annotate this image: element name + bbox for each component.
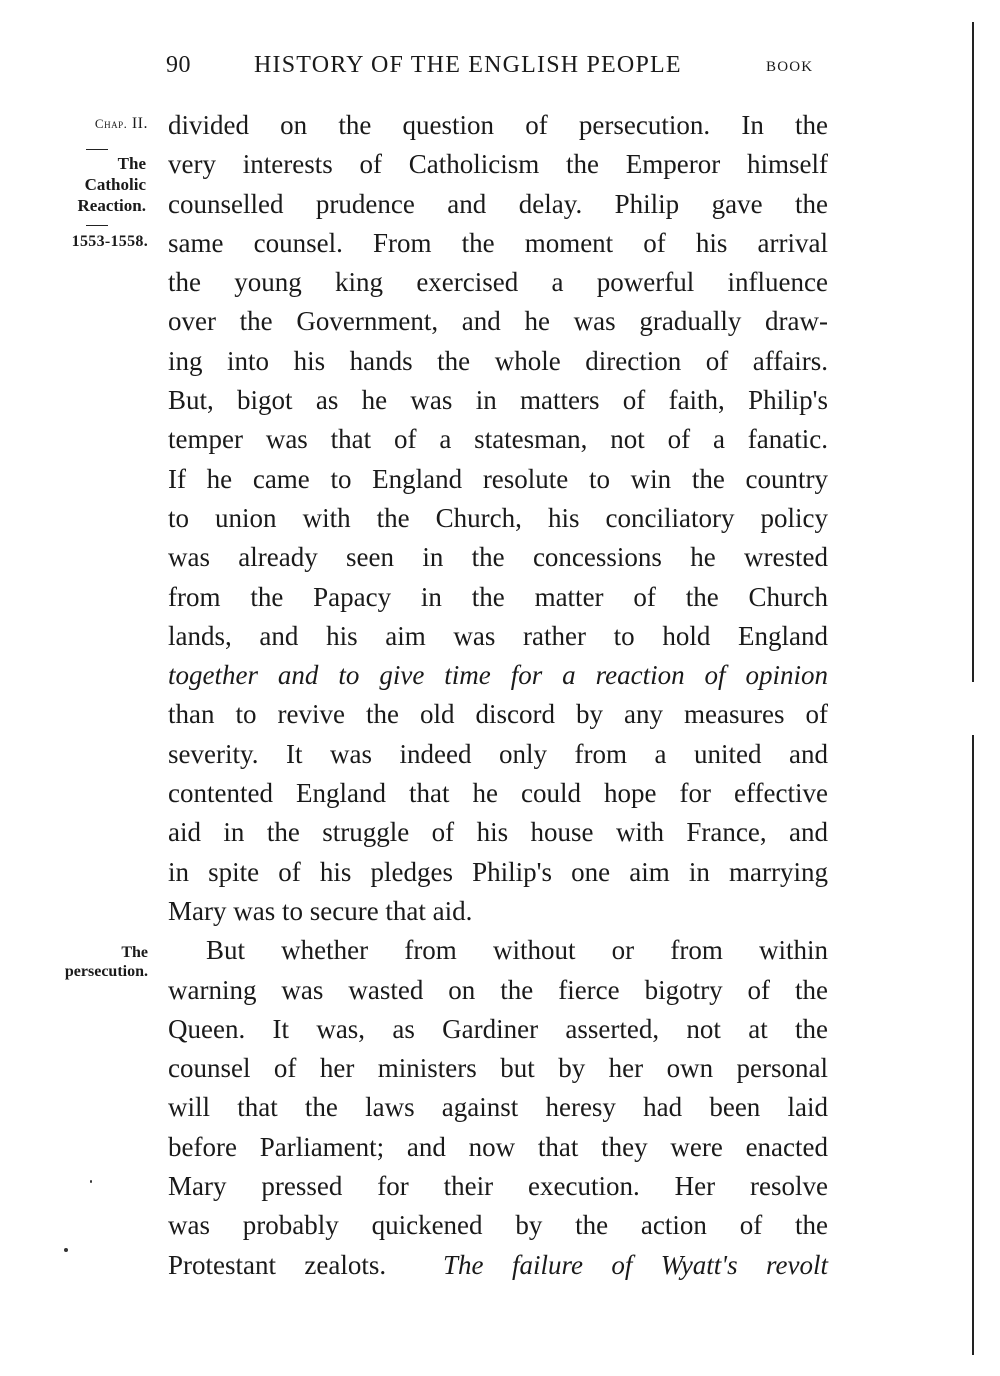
chapter-number: II. xyxy=(131,115,148,132)
margin-topic-line: persecution. xyxy=(64,963,148,980)
text-line: But, bigot as he was in matters of faith, Philip's xyxy=(168,385,828,416)
text-line: before Parliament; and now that they were enacted xyxy=(168,1131,828,1162)
margin-topic-line: Reaction. xyxy=(77,196,146,215)
scan-speck xyxy=(64,1248,68,1252)
text-fragment: Protestant zealots. xyxy=(168,1249,387,1280)
running-head xyxy=(0,50,1000,84)
text-line: ing into his hands the whole direction of affairs. xyxy=(168,345,828,376)
margin-topic-line: Catholic xyxy=(84,175,146,194)
text-line: If he came to England resolute to win the country xyxy=(168,463,828,494)
margin-topic-line: The xyxy=(117,154,146,173)
text-line: counselled prudence and delay. Philip gave the xyxy=(168,188,828,219)
margin-topic-reaction xyxy=(40,153,146,216)
text-line-split xyxy=(168,1246,828,1285)
text-line: together and to give time for a reaction of opinion xyxy=(168,660,828,691)
body-text xyxy=(168,106,828,1285)
text-line: But whether from without or from within xyxy=(206,935,828,966)
text-line: temper was that of a statesman, not of a fanatic. xyxy=(168,424,828,455)
text-line: contented England that he could hope for effective xyxy=(168,778,828,809)
text-line: same counsel. From the moment of his arrival xyxy=(168,227,828,258)
text-line: Mary was to secure that aid. xyxy=(168,895,473,926)
text-line: the young king exercised a powerful influence xyxy=(168,267,828,298)
text-line: over the Government, and he was gradually draw- xyxy=(168,306,828,337)
text-line: Mary pressed for their execution. Her resolve xyxy=(168,1171,828,1202)
chapter-prefix: Chap. xyxy=(94,116,128,131)
text-line: to union with the Church, his conciliatory policy xyxy=(168,502,828,533)
margin-rule-upper xyxy=(86,149,108,150)
text-line: warning was wasted on the fierce bigotry of the xyxy=(168,974,828,1005)
text-line: was probably quickened by the action of the xyxy=(168,1210,828,1241)
text-line: in spite of his pledges Philip's one aim in marrying xyxy=(168,856,828,887)
text-line: Queen. It was, as Gardiner asserted, not at the xyxy=(168,1013,828,1044)
margin-topic-persecution xyxy=(32,943,148,981)
text-line: lands, and his aim was rather to hold England xyxy=(168,620,828,651)
text-line: was already seen in the concessions he wrested xyxy=(168,542,828,573)
text-line: will that the laws against heresy had been laid xyxy=(168,1092,828,1123)
margin-rule-lower xyxy=(86,225,108,226)
text-line: divided on the question of persecution. In the xyxy=(168,110,828,140)
margin-chapter xyxy=(50,115,148,133)
text-line: than to revive the old discord by any measures of xyxy=(168,699,828,730)
book-label: BOOK xyxy=(766,59,814,75)
margin-dates: 1553-1558. xyxy=(71,233,148,250)
scan-edge-rule-upper xyxy=(972,22,974,682)
text-line: aid in the struggle of his house with France, and xyxy=(168,817,828,848)
page-number: 90 xyxy=(166,52,191,78)
text-line: very interests of Catholicism the Emperor himself xyxy=(168,149,828,180)
text-line: counsel of her ministers but by her own personal xyxy=(168,1053,828,1084)
margin-topic-line: The xyxy=(121,944,148,961)
scan-speck xyxy=(90,1180,92,1183)
text-line: severity. It was indeed only from a united and xyxy=(168,738,828,769)
scan-edge-rule-lower xyxy=(972,735,974,1355)
text-fragment-italic: The failure of Wyatt's revolt xyxy=(443,1249,829,1280)
running-title: HISTORY OF THE ENGLISH PEOPLE xyxy=(254,52,682,78)
text-line: from the Papacy in the matter of the Church xyxy=(168,581,828,612)
